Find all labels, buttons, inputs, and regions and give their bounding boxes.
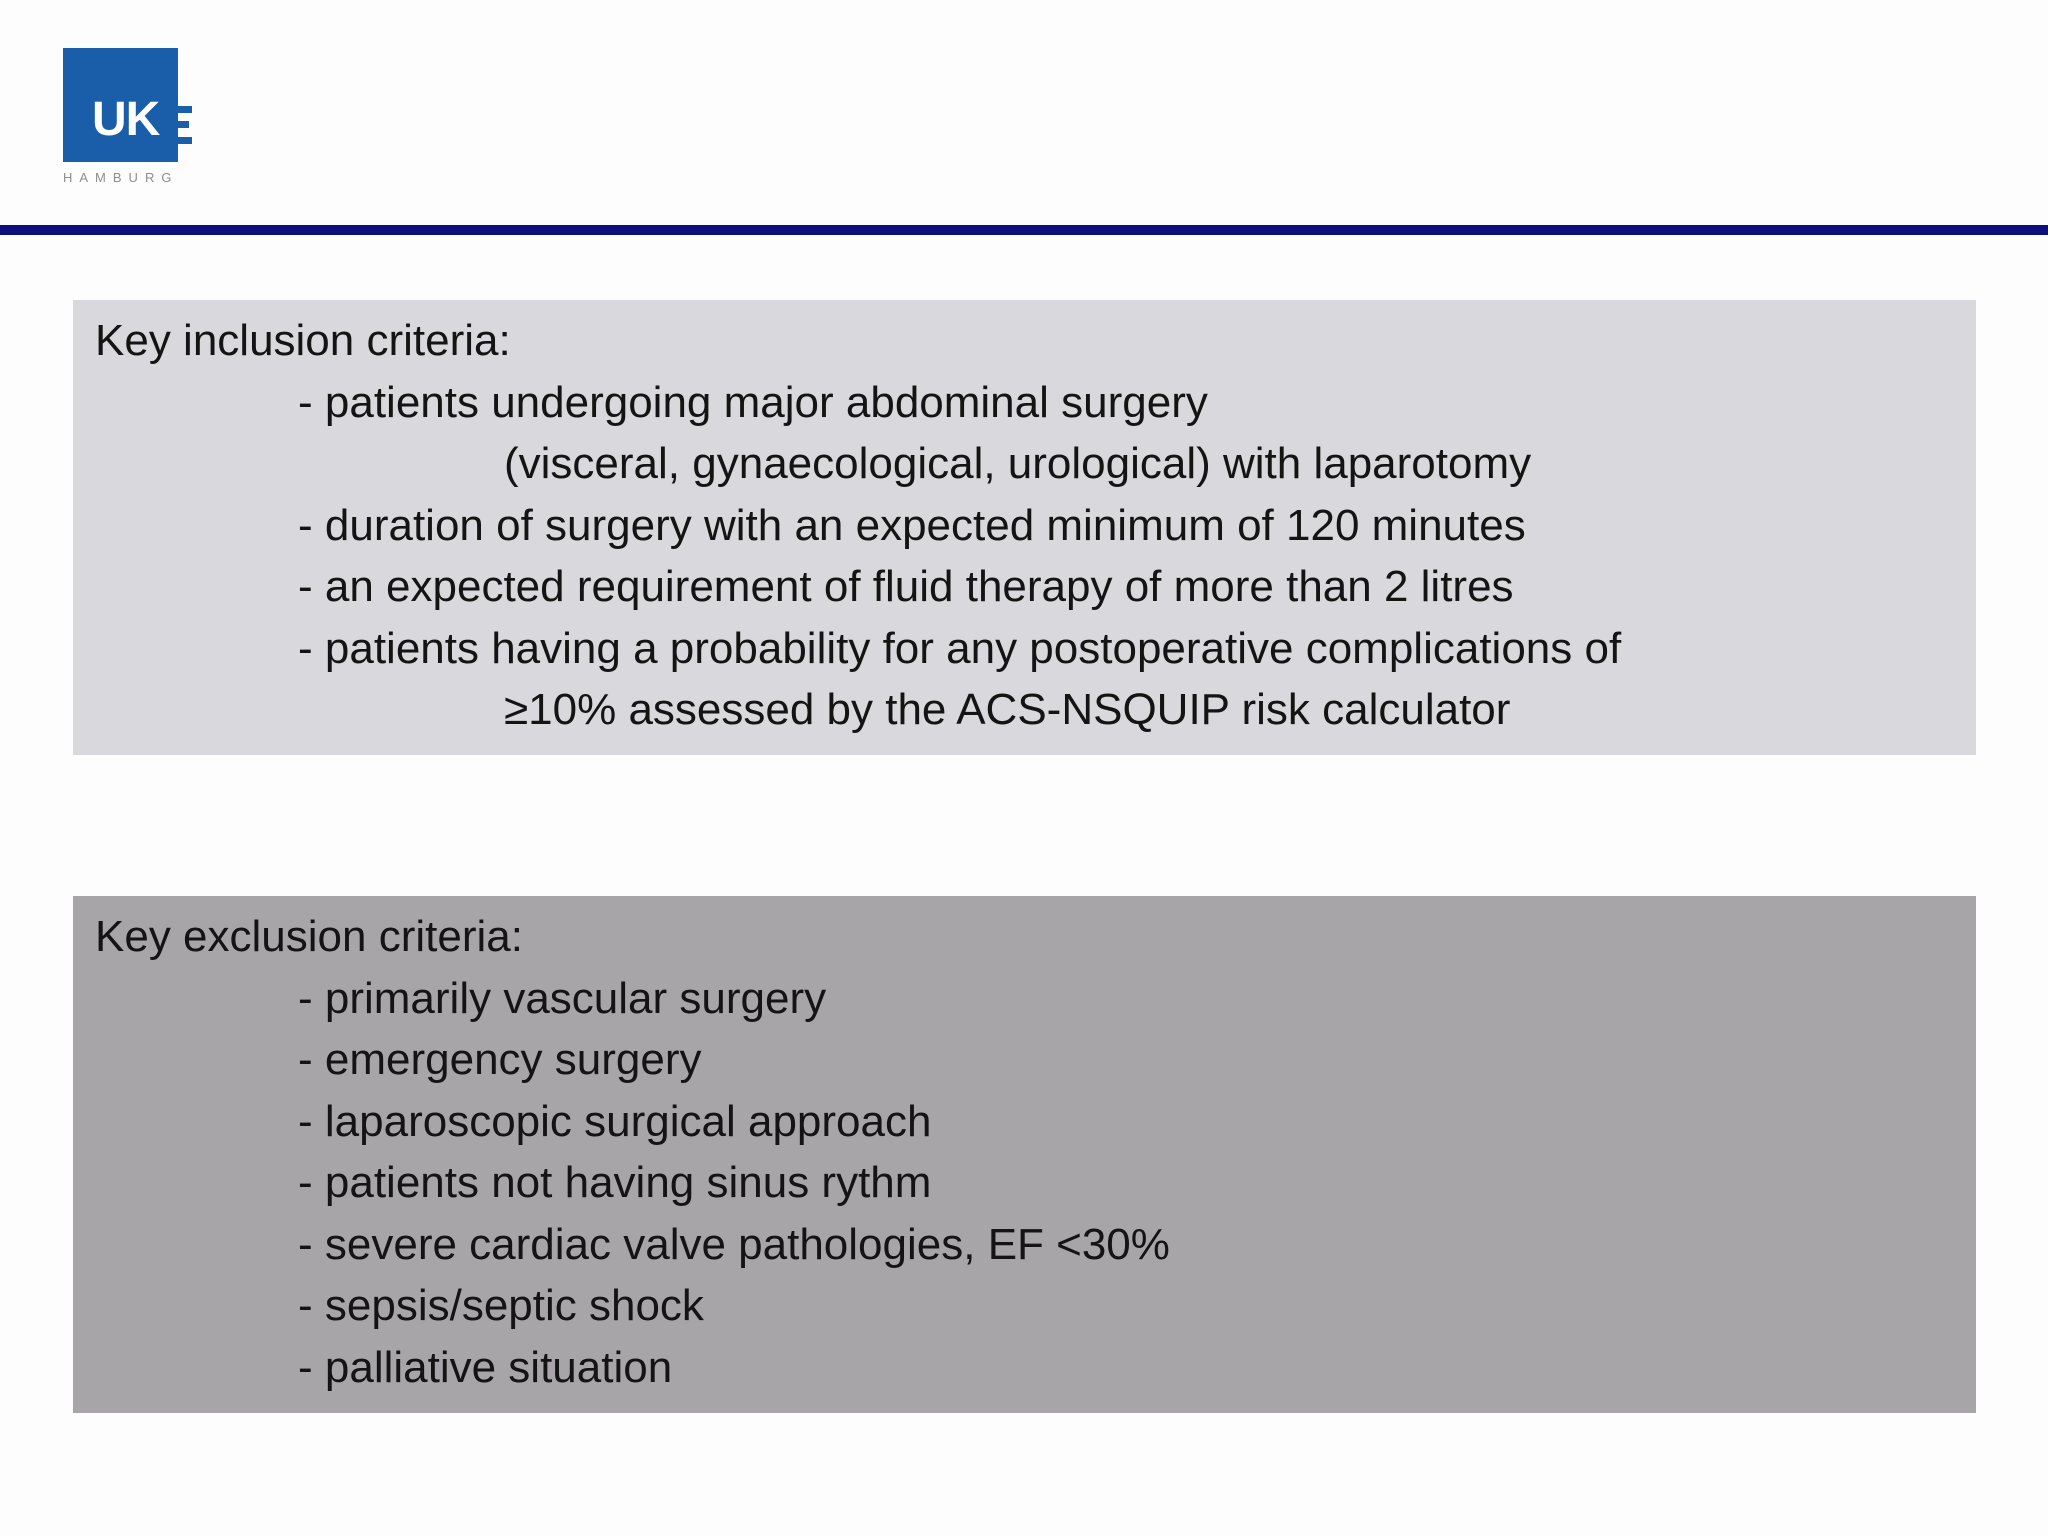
exclusion-heading: Key exclusion criteria: [95,912,523,961]
inclusion-list [95,372,1954,741]
list-item: - palliative situation [298,1342,673,1392]
list-item-text: - patients undergoing major abdominal surgery [298,377,1208,427]
list-item-text: - an expected requirement of fluid therapy of more than 2 litres [298,562,1514,611]
list-item-continuation: (visceral, gynaecological, urological) with laparotomy [504,439,1532,488]
logo-wordmark: UK [92,93,160,146]
list-item: - emergency surgery [298,1035,702,1084]
exclusion-criteria-box [73,896,1976,1413]
inclusion-heading: Key inclusion criteria: [95,316,511,365]
list-item [95,618,1954,741]
list-item [95,372,1954,495]
list-item: - laparoscopic surgical approach [298,1096,932,1146]
inclusion-criteria-box [73,300,1976,755]
logo-box [63,48,178,162]
header-rule [0,225,2048,235]
list-item [95,495,1954,557]
list-item [95,556,1954,618]
list-item: - sepsis/septic shock [298,1281,704,1330]
logo-city: HAMBURG [63,170,179,185]
list-item-text: - patients having a probability for any postoperative complications of [298,623,1622,673]
list-item: - severe cardiac valve pathologies, EF <30% [298,1219,1170,1269]
list-item: - primarily vascular surgery [298,973,827,1023]
logo-e-mark [178,106,192,144]
list-item-text: - duration of surgery with an expected minimum of 120 minutes [298,500,1526,550]
uke-logo [63,48,213,198]
exclusion-list [95,968,1954,1399]
list-item-continuation: ≥10% assessed by the ACS-NSQUIP risk calculator [504,685,1511,734]
list-item: - patients not having sinus rythm [298,1158,932,1207]
